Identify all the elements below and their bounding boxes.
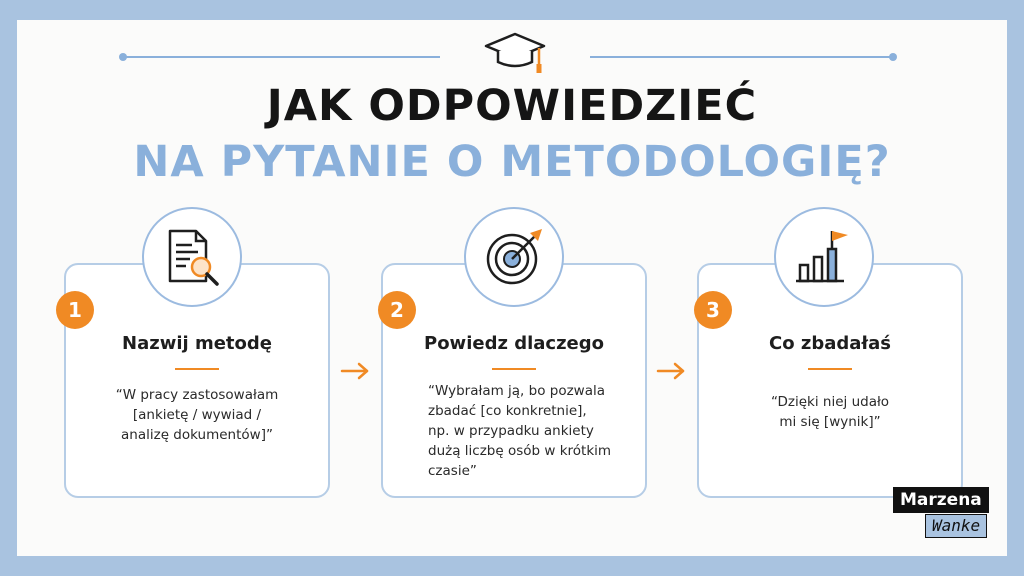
bar-chart-flag-icon (794, 227, 854, 287)
header-divider-right (590, 56, 892, 58)
graduation-cap-icon (484, 30, 546, 78)
page-title-line1: JAK ODPOWIEDZIEĆ (266, 81, 758, 131)
brand-name: Marzena (893, 487, 989, 513)
step-icon-circle-3 (774, 207, 874, 307)
step-heading-2: Powiedz dlaczego (424, 333, 604, 354)
step-heading-underline-2 (492, 368, 536, 370)
arrow-right-icon (656, 362, 686, 380)
step-icon-circle-1 (142, 207, 242, 307)
header-divider-left (122, 56, 440, 58)
step-body-3: “Dzięki niej udało mi się [wynik]” (770, 394, 890, 430)
step-heading-3: Co zbadałaś (769, 333, 891, 354)
target-arrow-icon (484, 227, 544, 287)
step-number-badge-1: 1 (56, 291, 94, 329)
document-search-icon (162, 227, 222, 287)
arrow-right-icon (340, 362, 370, 380)
step-heading-underline-3 (808, 368, 852, 370)
divider-dot-left (119, 53, 127, 61)
step-body-2: “Wybrałam ją, bo pozwala zbadać [co konkretnie], np. w przypadku ankiety dużą liczbę osób w krótkim czasie” (428, 383, 612, 479)
step-heading-underline-1 (175, 368, 219, 370)
step-heading-1: Nazwij metodę (122, 333, 272, 354)
divider-dot-right (889, 53, 897, 61)
step-number-badge-2: 2 (378, 291, 416, 329)
step-body-1: “W pracy zastosowałam [ankietę / wywiad / analizę dokumentów]” (115, 387, 279, 443)
step-number-badge-3: 3 (694, 291, 732, 329)
page-title-line2: NA PYTANIE O METODOLOGIĘ? (133, 137, 891, 187)
step-icon-circle-2 (464, 207, 564, 307)
brand-surname: Wanke (925, 514, 987, 538)
